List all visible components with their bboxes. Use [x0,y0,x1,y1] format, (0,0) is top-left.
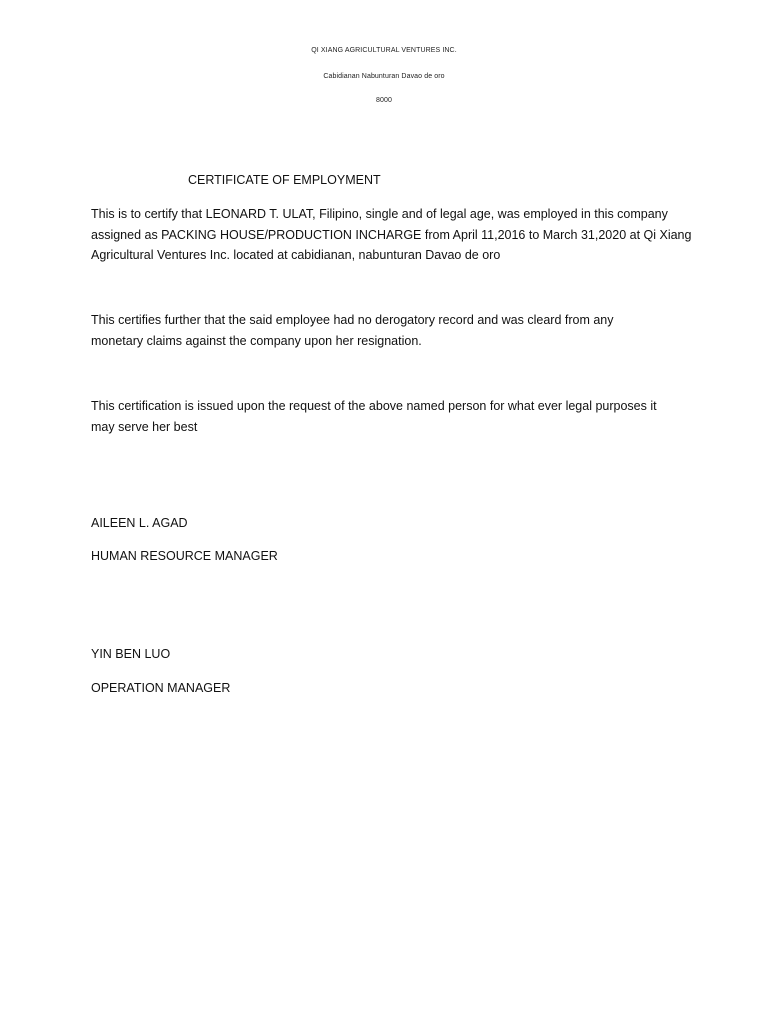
paragraph-line: Agricultural Ventures Inc. located at cabidianan, nabunturan Davao de oro [91,248,501,262]
paragraph-line: monetary claims against the company upon her resignation. [91,333,422,348]
signatory-name: YIN BEN LUO [91,647,171,661]
paragraph-line: may serve her best [91,419,198,434]
company-address: Cabidianan Nabunturan Davao de oro [323,73,445,80]
certificate-title: CERTIFICATE OF EMPLOYMENT [188,173,381,187]
signatory-position: HUMAN RESOURCE MANAGER [91,549,278,563]
signatory-name: AILEEN L. AGAD [91,516,188,530]
signatory-position: OPERATION MANAGER [91,681,231,695]
paragraph-line: This certification is issued upon the request of the above named person for what ever legal purposes it [91,399,657,413]
paragraph-line: This is to certify that LEONARD T. ULAT, Filipino, single and of legal age, was employed in this company [91,207,668,221]
company-name: QI XIANG AGRICULTURAL VENTURES INC. [311,47,457,54]
record-paragraph [91,310,691,351]
certification-paragraph [91,204,691,266]
company-zip-code: 8000 [376,97,392,104]
purpose-paragraph [91,396,691,437]
paragraph-line: assigned as PACKING HOUSE/PRODUCTION INCHARGE from April 11,2016 to March 31,2020 at Qi Xiang [91,227,692,242]
paragraph-line: This certifies further that the said employee had no derogatory record and was cleard from any [91,313,614,327]
